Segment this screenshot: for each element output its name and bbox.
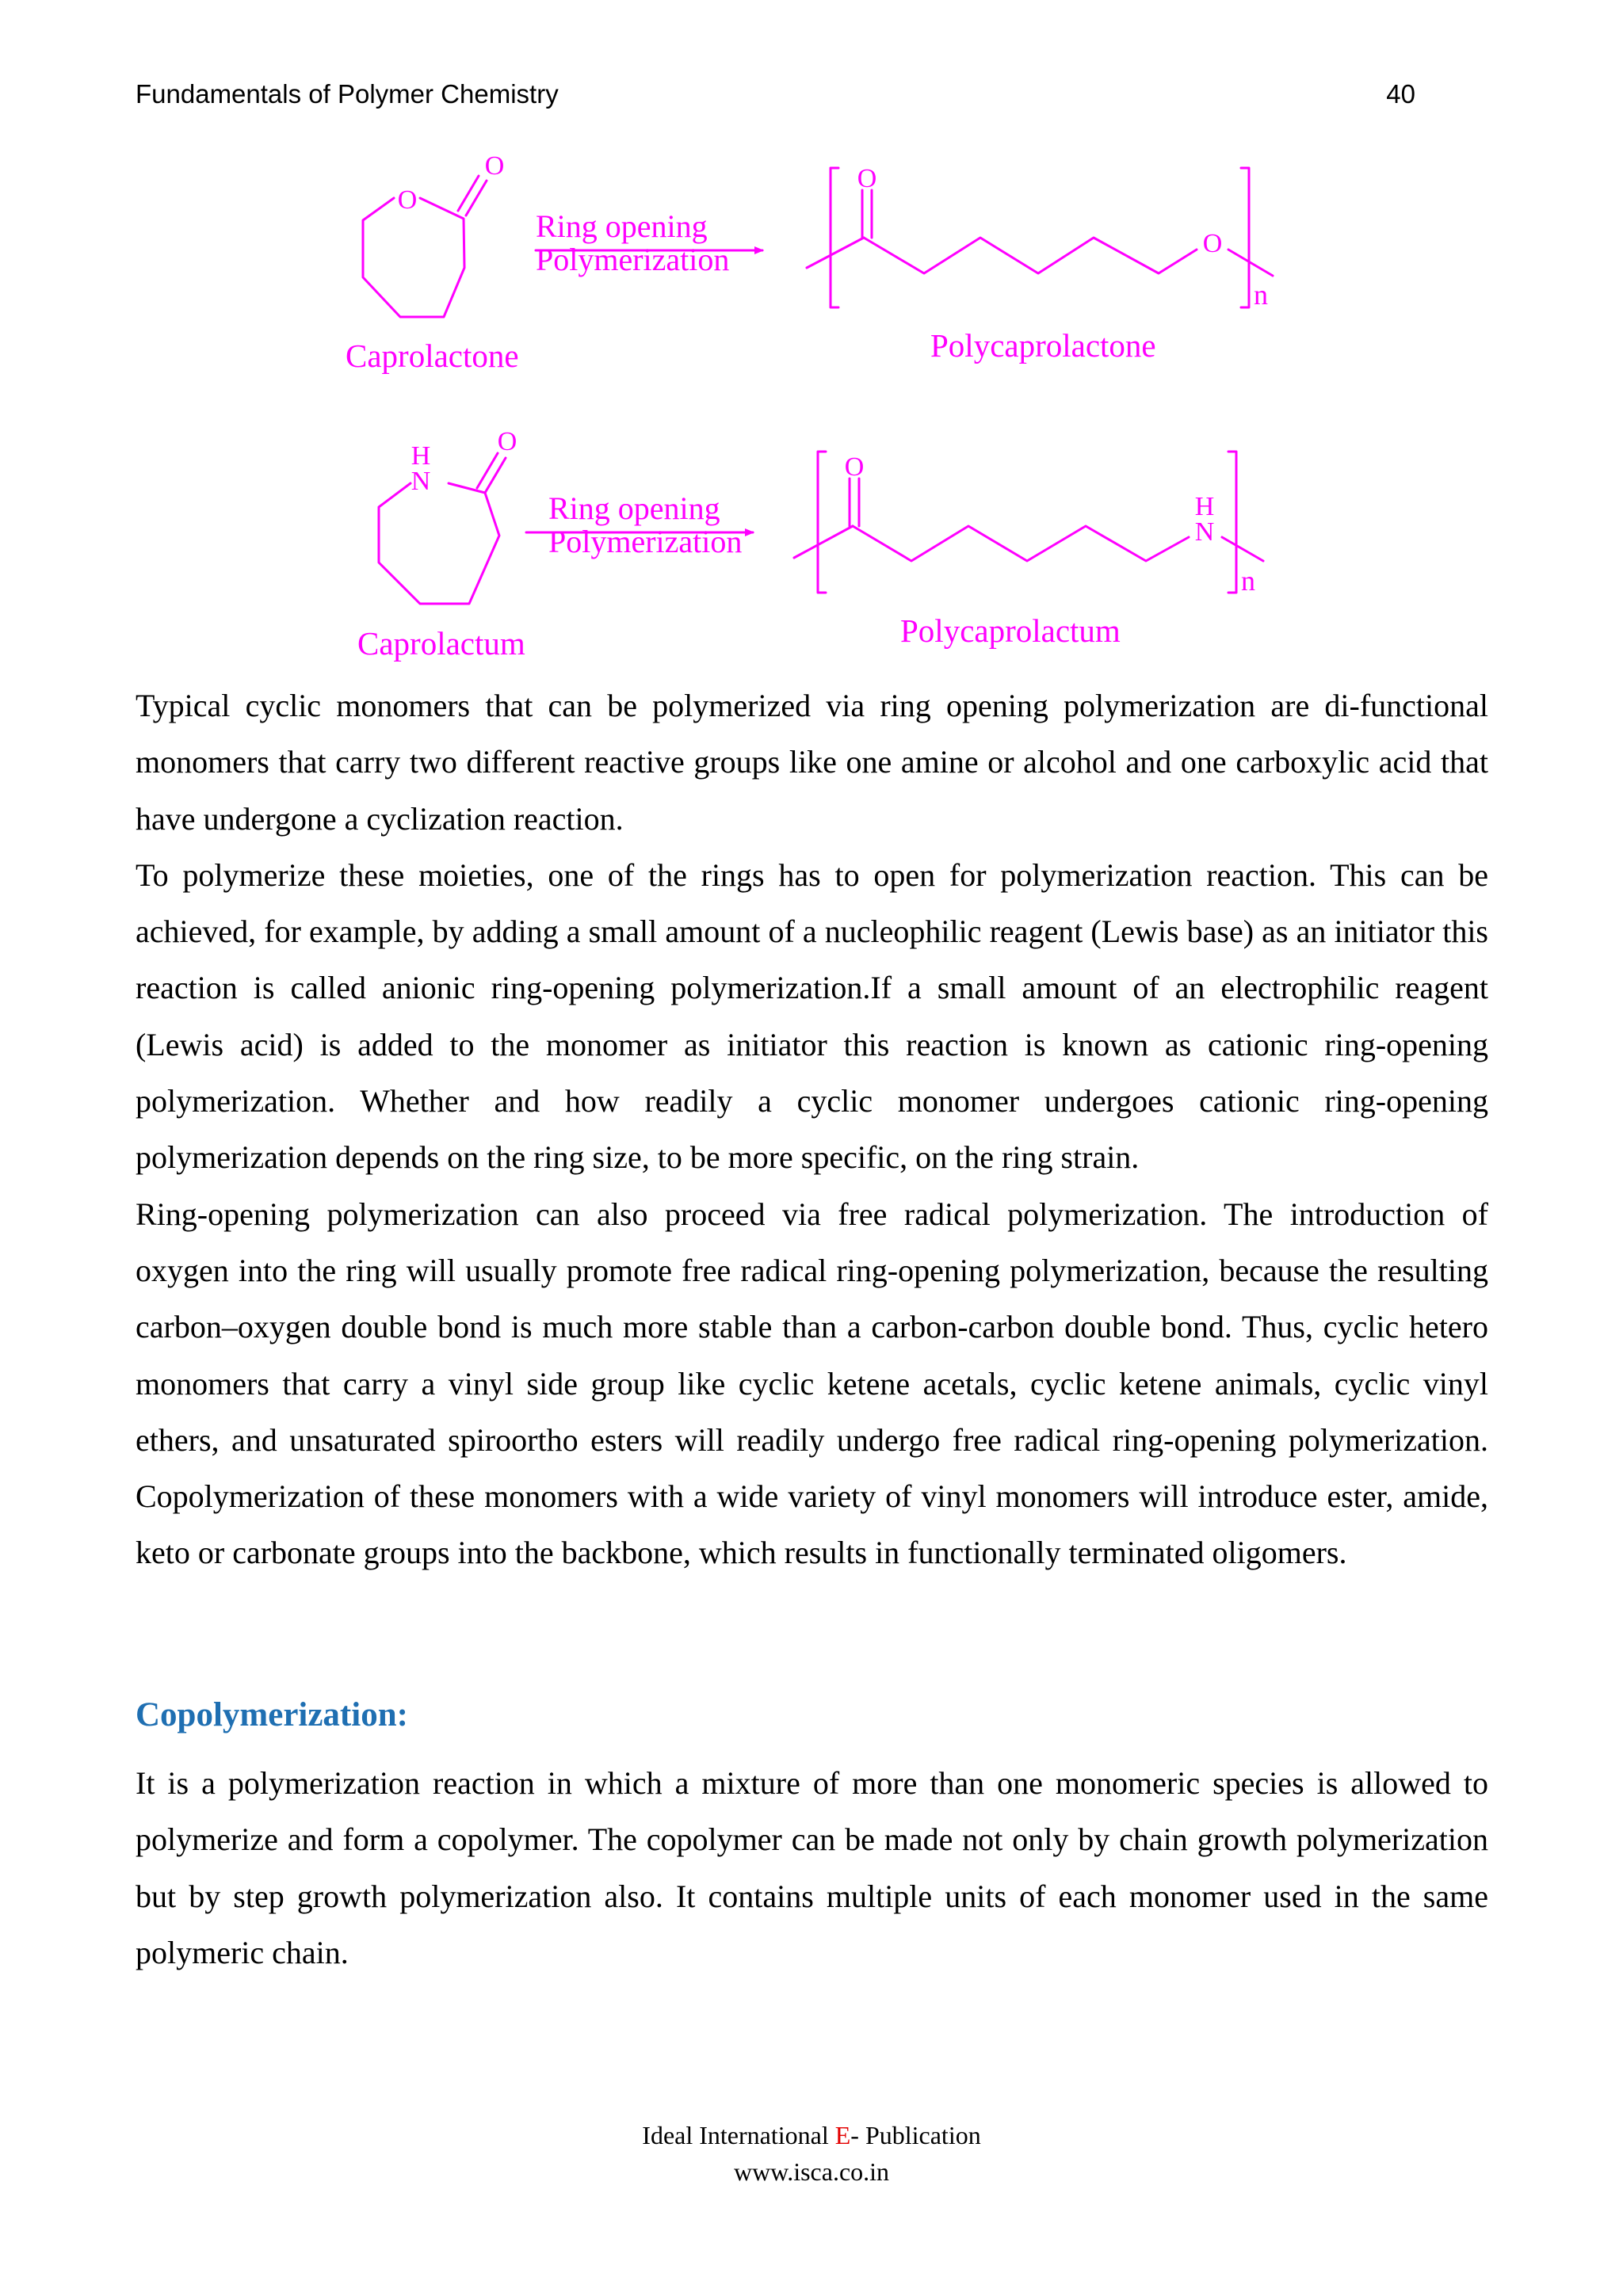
page-footer	[0, 2117, 1623, 2190]
polycaprolactone-subscript: n	[1254, 279, 1268, 311]
polycaprolactone-bracket-left	[831, 168, 838, 307]
caprolactum-ring-hydrogen: H	[411, 441, 431, 471]
polycaprolactum-nitrogen: N	[1194, 517, 1215, 547]
reaction2-arrow-label-line1: Ring opening	[548, 490, 720, 526]
reaction1-arrow-label-line1: Ring opening	[536, 208, 708, 244]
polycaprolactum-bracket-left	[818, 452, 826, 593]
caprolactum-label: Caprolactum	[357, 625, 525, 662]
reaction-scheme	[0, 135, 1623, 673]
polycaprolactone-bracket-right	[1241, 168, 1249, 307]
polycaprolactum-end-bond-right	[1222, 537, 1263, 561]
reaction-scheme-drawing	[0, 135, 1623, 673]
caprolactum-ring-nitrogen: N	[411, 467, 431, 496]
page-number: 40	[1386, 79, 1415, 109]
caprolactone-carbonyl-bond-2	[458, 176, 479, 211]
paragraph-typical-cyclic-monomers: Typical cyclic monomers that can be polymerized via ring opening polymerization are di-functional monomers that carry two different reactive groups like one amine or alcohol and one carboxylic acid that have undergone a cyclization reaction.	[136, 688, 1488, 837]
caprolactum-carbonyl-bond-2	[477, 453, 498, 488]
footer-publisher	[0, 2117, 1623, 2153]
body-text-block-2	[136, 1755, 1488, 1981]
footer-publisher-accent: E	[834, 2121, 851, 2149]
polycaprolactum-subscript: n	[1241, 565, 1255, 597]
paragraph-copolymerization-definition: It is a polymerization reaction in which a mixture of more than one monomeric species is allowed to polymerize and form a copolymer. The copolymer can be made not only by chain growth polymerization but by step growth polymerization also. It contains multiple units of each monomer used in the same polymeric chain.	[136, 1765, 1488, 1970]
polycaprolactum-chain	[853, 526, 1189, 561]
reaction1-arrow-label-line2: Polymerization	[536, 242, 730, 277]
paragraph-free-radical: Ring-opening polymerization can also proceed via free radical polymerization. The introduction of oxygen into the ring will usually promote free radical ring-opening polymerization, because the resulting carbon–oxygen double bond is much more stable than a carbon-carbon double bond. Thus, cyclic hetero monomers that carry a vinyl side group like cyclic ketene acetals, cyclic ketene animals, cyclic vinyl ethers, and unsaturated spiroortho esters will readily undergo free radical ring-opening polymerization. Copolymerization of these monomers with a wide variety of vinyl monomers will introduce ester, amide, keto or carbonate groups into the backbone, which results in functionally terminated oligomers.	[136, 1196, 1488, 1571]
footer-publisher-suffix: - Publication	[850, 2121, 981, 2149]
footer-publisher-prefix: Ideal International	[642, 2121, 835, 2149]
polycaprolactum-label: Polycaprolactum	[900, 612, 1121, 649]
header-title: Fundamentals of Polymer Chemistry	[136, 79, 559, 109]
polycaprolactone-label: Polycaprolactone	[930, 327, 1156, 364]
polycaprolactum-carbonyl-oxygen: O	[844, 452, 865, 482]
polycaprolactone-chain-oxygen: O	[1202, 229, 1223, 258]
body-text-block-1	[136, 677, 1488, 1581]
polycaprolactum-hydrogen: H	[1194, 492, 1215, 521]
polycaprolactone-end-bond-left	[807, 238, 864, 268]
caprolactone-carbonyl-bond	[466, 181, 487, 215]
caprolactone-ring	[363, 198, 464, 317]
polycaprolactum-end-bond-left	[794, 526, 853, 558]
caprolactone-ring-oxygen: O	[397, 185, 418, 215]
caprolactum-ring	[379, 483, 499, 604]
polycaprolactone-carbonyl-oxygen: O	[857, 164, 877, 193]
polycaprolactum-bracket-right	[1228, 452, 1236, 593]
polycaprolactone-chain	[864, 238, 1197, 273]
caprolactum-carbonyl-bond	[485, 458, 506, 493]
reaction2-arrow-label-line2: Polymerization	[548, 524, 743, 559]
running-header	[136, 79, 1415, 117]
caprolactone-carbonyl-oxygen: O	[484, 151, 505, 181]
caprolactone-label: Caprolactone	[346, 338, 519, 374]
caprolactum-carbonyl-oxygen: O	[497, 427, 517, 456]
footer-website: www.isca.co.in	[733, 2157, 890, 2186]
polycaprolactone-end-bond-right	[1228, 250, 1273, 276]
section-heading-copolymerization: Copolymerization:	[136, 1696, 408, 1733]
paragraph-polymerize-moieties: To polymerize these moieties, one of the rings has to open for polymerization reaction. This can be achieved, for example, by adding a small amount of a nucleophilic reagent (Lewis base) as an initiator this reaction is called anionic ring-opening polymerization.If a small amount of an electrophilic reagent (Lewis acid) is added to the monomer as initiator this reaction is known as cationic ring-opening polymerization. Whether and how readily a cyclic monomer undergoes cationic ring-opening polymerization depends on the ring size, to be more specific, on the ring strain.	[136, 856, 1488, 1176]
